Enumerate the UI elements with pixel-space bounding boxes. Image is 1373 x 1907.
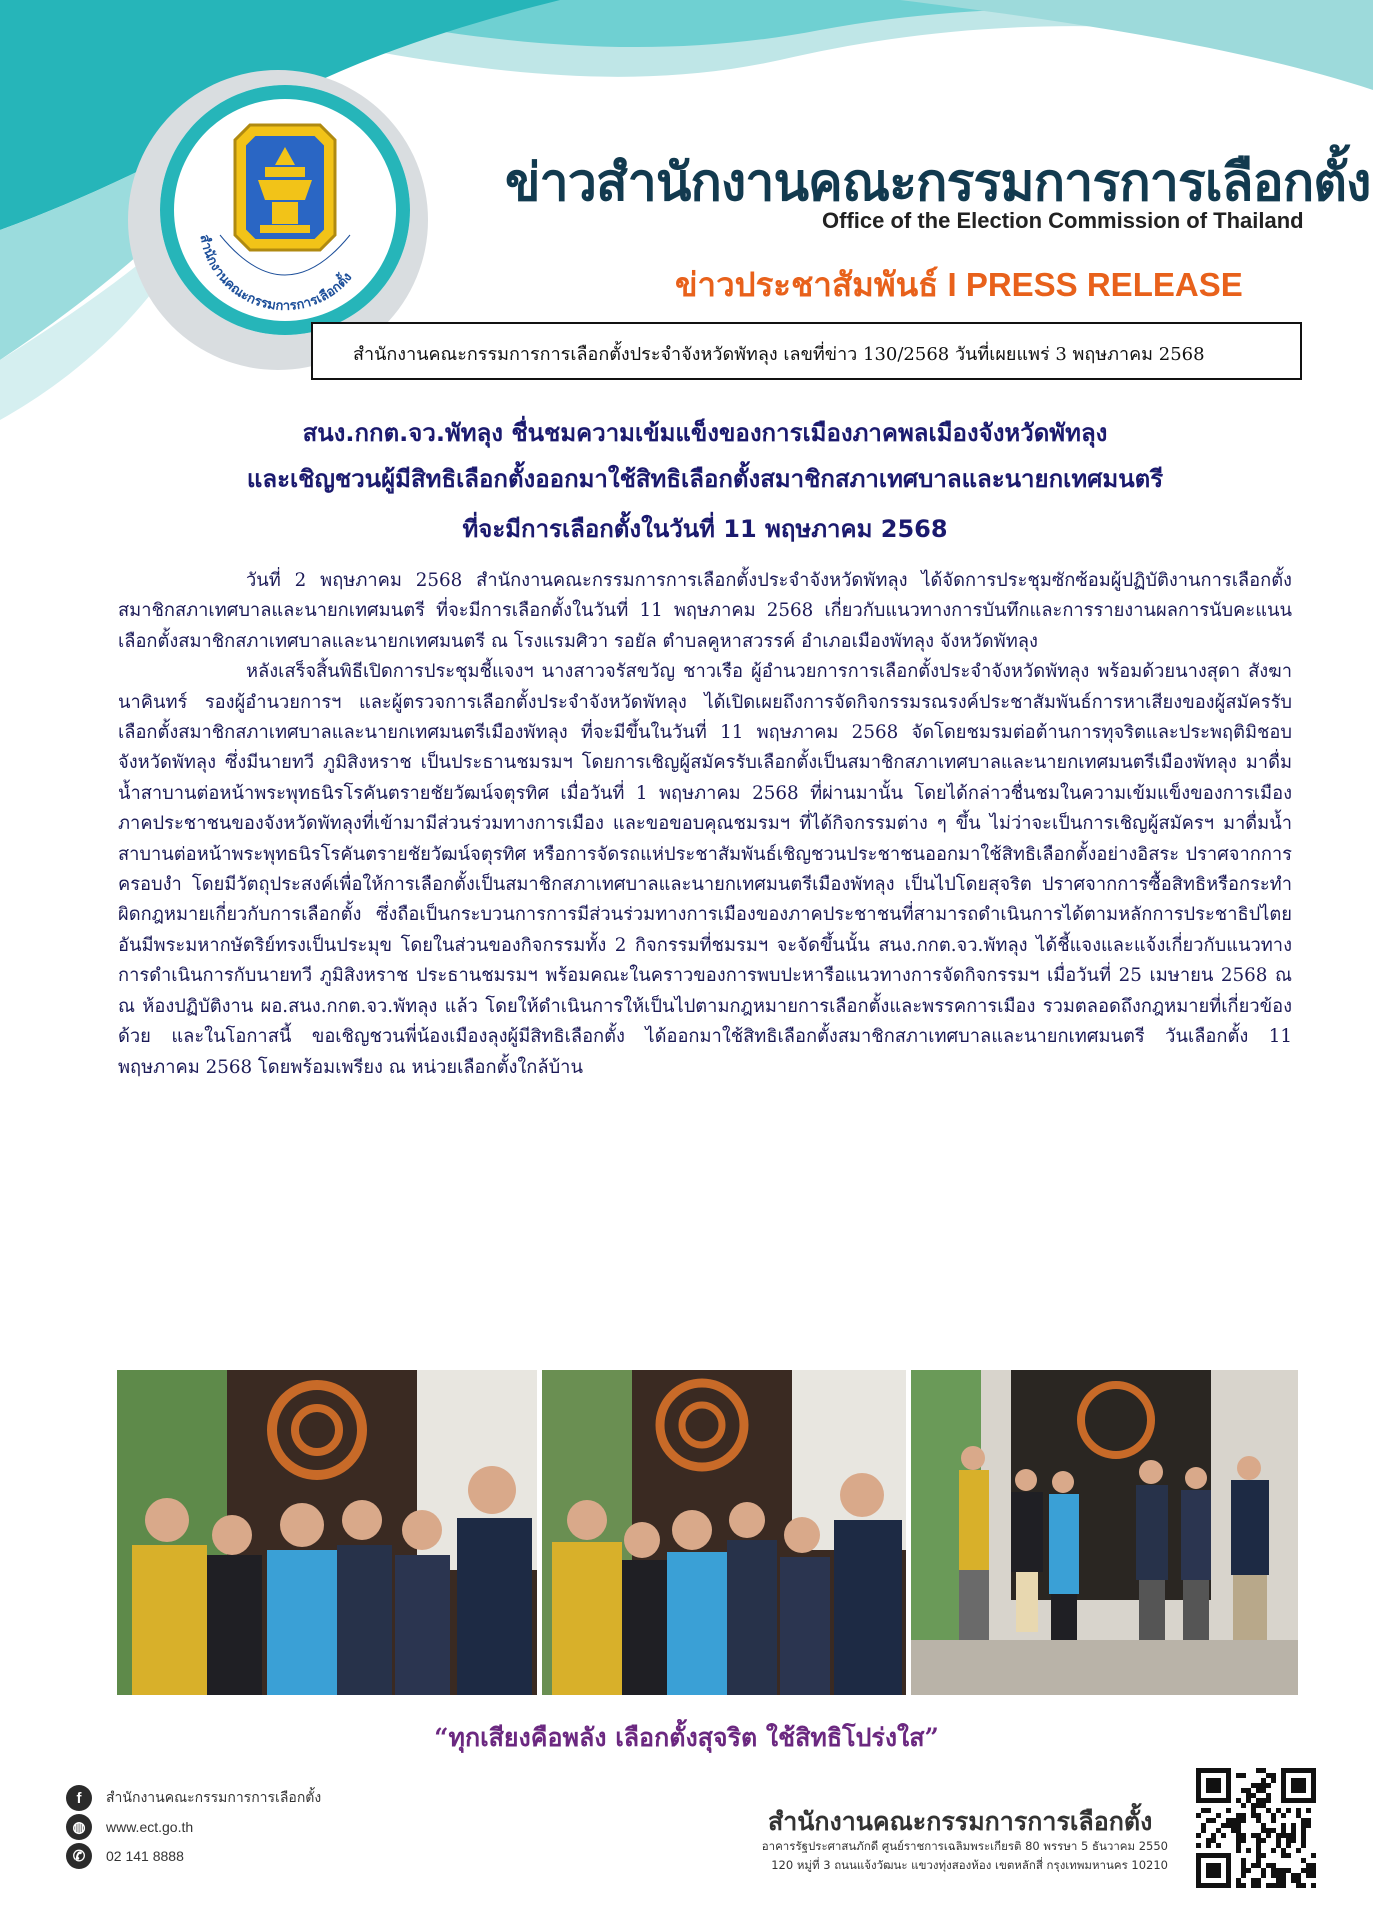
press-separator: I [947, 266, 957, 303]
headline-line-1: สนง.กกต.จว.พัทลุง ชื่นชมความเข้มแข็งของการเมืองภาคพลเมืองจังหวัดพัทลุง [302, 419, 1108, 447]
article-body [118, 566, 1292, 1083]
phone-text: 02 141 8888 [106, 1848, 184, 1864]
footer-org-name: สำนักงานคณะกรรมการการเลือกตั้ง [768, 1807, 1153, 1836]
footer-address-1: อาคารรัฐประศาสนภักดี ศูนย์ราชการเฉลิมพระเกียรติ 80 พรรษา 5 ธันวาคม 2550 [761, 1839, 1168, 1853]
headline-line-3: ที่จะมีการเลือกตั้งในวันที่ 11 พฤษภาคม 2568 [462, 515, 948, 543]
globe-icon: ◍ [66, 1814, 92, 1840]
page-title: ข่าวสำนักงานคณะกรรมการการเลือกตั้ง [505, 153, 1371, 213]
paragraph-1: วันที่ 2 พฤษภาคม 2568 สำนักงานคณะกรรมการการเลือกตั้งประจำจังหวัดพัทลุง ได้จัดการประชุมซักซ้อมผู้ปฏิบัติงานการเลือกตั้งสมาชิกสภาเทศบาลและนายกเทศมนตรี ที่จะมีการเลือกตั้งในวันที่ 11 พฤษภาคม 2568 เกี่ยวกับแนวทางการบันทึกและการรายงานผลการนับคะแนนเลือกตั้งสมาชิกสภาเทศบาลและนายกเทศมนตรี ณ โรงแรมศิวา รอยัล ตำบลคูหาสวรรค์ อำเภอเมืองพัทลุง จังหวัดพัทลุง [118, 570, 1292, 652]
press-label-en: PRESS RELEASE [965, 266, 1243, 303]
photo-3 [911, 1370, 1298, 1695]
photo-1 [117, 1370, 537, 1695]
contact-website[interactable] [66, 1813, 193, 1841]
website-text: www.ect.go.th [106, 1819, 194, 1835]
press-release-label [675, 258, 1243, 311]
contact-phone[interactable] [66, 1842, 184, 1870]
logo-emblem [160, 85, 410, 335]
facebook-icon: f [66, 1785, 92, 1811]
emblem-icon [160, 85, 410, 335]
footer-address-2: 120 หมู่ที่ 3 ถนนแจ้งวัฒนะ แขวงทุ่งสองห้อง เขตหลักสี่ กรุงเทพมหานคร 10210 [771, 1858, 1168, 1872]
phone-icon: ✆ [66, 1843, 92, 1869]
reference-text: สำนักงานคณะกรรมการการเลือกตั้งประจำจังหวัดพัทลุง เลขที่ข่าว 130/2568 วันที่เผยแพร่ 3 พฤษภาคม 2568 [353, 344, 1205, 365]
headline-line-2: และเชิญชวนผู้มีสิทธิเลือกตั้งออกมาใช้สิทธิเลือกตั้งสมาชิกสภาเทศบาลและนายกเทศมนตรี [246, 465, 1164, 493]
page-subtitle: Office of the Election Commission of Thailand [822, 208, 1304, 233]
facebook-text: สำนักงานคณะกรรมการการเลือกตั้ง [106, 1789, 322, 1805]
paragraph-2: หลังเสร็จสิ้นพิธีเปิดการประชุมชี้แจงฯ นางสาวจรัสขวัญ ชาวเรือ ผู้อำนวยการการเลือกตั้งประจำจังหวัดพัทลุง พร้อมด้วยนางสุดา สังฆานาคินทร์ รองผู้อำนวยการฯ และผู้ตรวจการเลือกตั้งประจำจังหวัดพัทลุง ได้เปิดเผยถึงการจัดกิจกรรมรณรงค์ประชาสัมพันธ์การหาเสียงของผู้สมัครรับเลือกตั้งสมาชิกสภาเทศบาลและนายกเทศมนตรีเมืองพัทลุง ที่จะมีขึ้นในวันที่ 11 พฤษภาคม 2568 จัดโดยชมรมต่อต้านการทุจริตและประพฤติมิชอบจังหวัดพัทลุง ซึ่งมีนายทวี ภูมิสิงหราช เป็นประธานชมรมฯ โดยการเชิญผู้สมัครรับเลือกตั้งเป็นสมาชิกสภาเทศบาลและนายกเทศมนตรีเมืองพัทลุง มาดื่มน้ำสาบานต่อหน้าพระพุทธนิรโรคันตรายชัยวัฒน์จตุรทิศ เมื่อวันที่ 1 พฤษภาคม 2568 ที่ผ่านมานั้น โดยได้กล่าวชื่นชมในความเข้มแข็งของการเมืองภาคประชาชนของจังหวัดพัทลุงที่เข้ามามีส่วนร่วมทางการเมือง และขอขอบคุณชมรมฯ ที่ได้กิจกรรมต่าง ๆ ขึ้น ไม่ว่าจะเป็นการเชิญผู้สมัครฯ มาดื่มน้ำสาบานต่อหน้าพระพุทธนิรโรคันตรายชัยวัฒน์จตุรทิศ หรือการจัดรถแห่ประชาสัมพันธ์เชิญชวนประชาชนออกมาใช้สิทธิเลือกตั้งอย่างอิสระ ปราศจากการครอบงำ โดยมีวัตถุประสงค์เพื่อให้การเลือกตั้งเป็นสมาชิกสภาเทศบาลและนายกเทศมนตรีเมืองพัทลุง เป็นไปโดยสุจริต ปราศจากการซื้อสิทธิหรือกระทำผิดกฎหมายเกี่ยวกับการเลือกตั้ง ซึ่งถือเป็นกระบวนการการมีส่วนร่วมทางการเมืองของภาคประชาชนที่สามารถดำเนินการได้ตามหลักการประชาธิปไตยอันมีพระมหากษัตริย์ทรงเป็นประมุข โดยในส่วนของกิจกรรมทั้ง 2 กิจกรรมที่ชมรมฯ จะจัดขึ้นนั้น สนง.กกต.จว.พัทลุง ได้ชี้แจงและแจ้งเกี่ยวกับแนวทางการดำเนินการกับนายทวี ภูมิสิงหราช ประธานชมรมฯ พร้อมคณะในคราวของการพบปะหารือแนวทางการจัดกิจกรรมฯ เมื่อวันที่ 25 เมษายน 2568 ณ ณ ห้องปฏิบัติงาน ผอ.สนง.กกต.จว.พัทลุง แล้ว โดยให้ดำเนินการให้เป็นไปตามกฎหมายการเลือกตั้งและพรรคการเมือง รวมตลอดถึงกฎหมายที่เกี่ยวข้องด้วย และในโอกาสนี้ ขอเชิญชวนพี่น้องเมืองลุงผู้มีสิทธิเลือกตั้ง ได้ออกมาใช้สิทธิเลือกตั้งสมาชิกสภาเทศบาลและนายกเทศมนตรี วันเลือกตั้ง 11 พฤษภาคม 2568 โดยพร้อมเพรียง ณ หน่วยเลือกตั้งใกล้บ้าน [118, 661, 1292, 1078]
slogan: “ทุกเสียงคือพลัง เลือกตั้งสุจริต ใช้สิทธิโปร่งใส” [434, 1723, 939, 1752]
contact-facebook[interactable] [66, 1784, 321, 1812]
photo-2 [542, 1370, 906, 1695]
logo-text: สำนักงานคณะกรรมการการเลือกตั้ง [196, 233, 356, 315]
qr-code-icon [1196, 1768, 1316, 1888]
press-label-th: ข่าวประชาสัมพันธ์ [675, 265, 939, 304]
